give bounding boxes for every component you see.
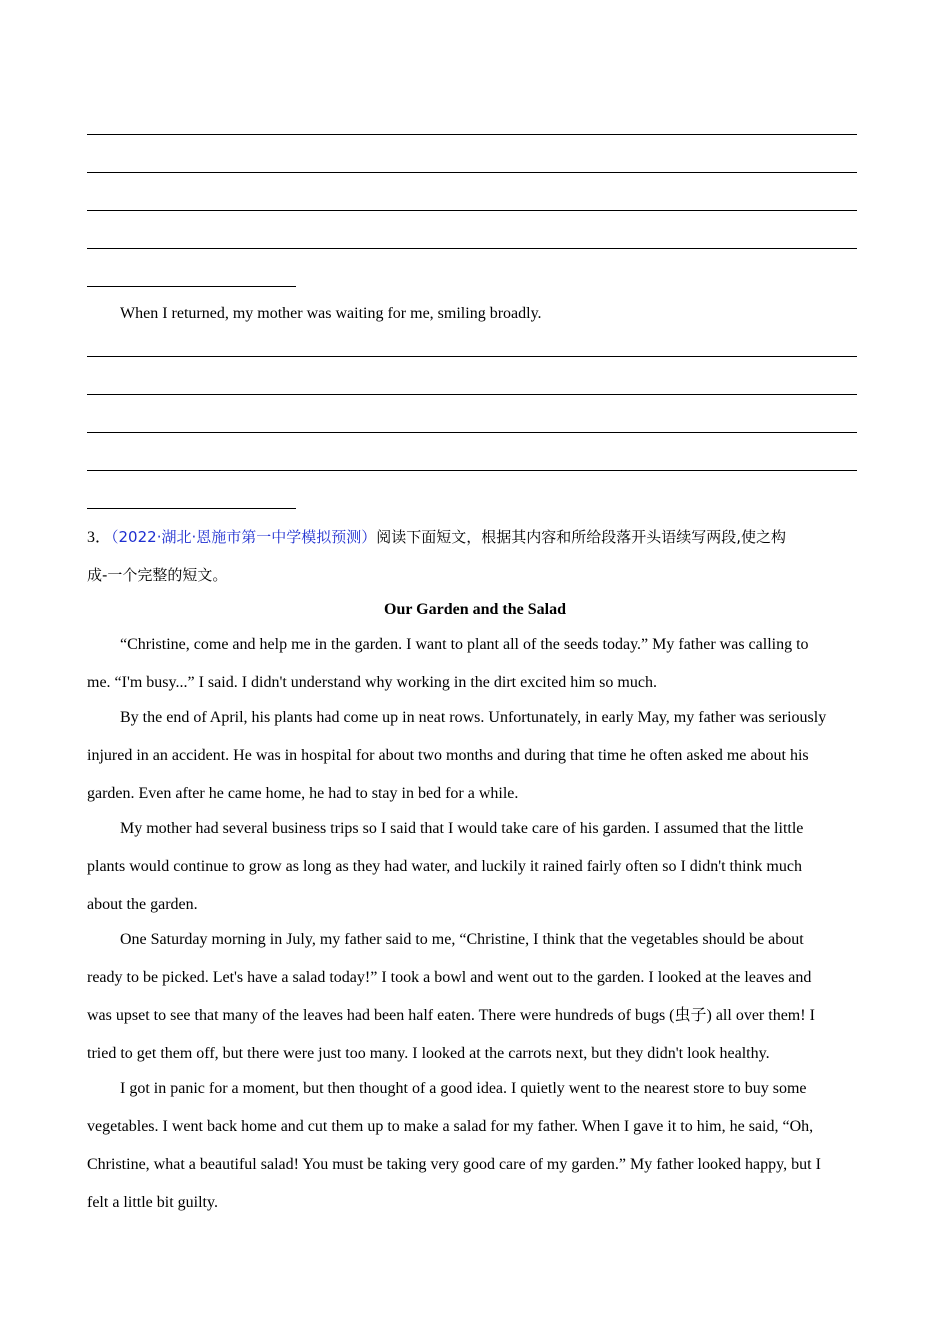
passage-line: was upset to see that many of the leaves had been half eaten. There were hundreds of bugs (虫子) all over them! I [87, 1007, 815, 1024]
passage-line: plants would continue to grow as long as they had water, and luckily it rained fairly often so I didn't think much [87, 858, 802, 875]
passage-title: Our Garden and the Salad [384, 601, 566, 618]
passage-line: garden. Even after he came home, he had to stay in bed for a while. [87, 785, 519, 802]
answer-line-short [87, 508, 296, 509]
passage-line: injured in an accident. He was in hospital for about two months and during that time he often asked me about his [87, 747, 809, 764]
passage-line: felt a little bit guilty. [87, 1194, 218, 1211]
answer-line [87, 432, 857, 433]
paragraph-opening-sentence: When I returned, my mother was waiting for me, smiling broadly. [120, 305, 542, 322]
answer-line [87, 172, 857, 173]
passage-line: “Christine, come and help me in the garden. I want to plant all of the seeds today.” My father was calling to [120, 636, 809, 653]
passage-line: tried to get them off, but there were just too many. I looked at the carrots next, but they didn't look healthy. [87, 1045, 770, 1062]
question-instruction: 阅读下面短文，根据其内容和所给段落开头语续写两段,使之构 [376, 528, 787, 546]
passage-line: By the end of April, his plants had come up in neat rows. Unfortunately, in early May, my father was seriously [120, 709, 827, 726]
answer-line [87, 134, 857, 135]
question-header [87, 527, 865, 548]
question-number: 3． [87, 529, 112, 546]
answer-line [87, 210, 857, 211]
passage-line: me. “I'm busy...” I said. I didn't understand why working in the dirt excited him so much. [87, 674, 657, 691]
answer-line [87, 470, 857, 471]
passage-line: ready to be picked. Let's have a salad today!” I took a bowl and went out to the garden. I looked at the leaves and [87, 969, 812, 986]
question-source: （2022·湖北·恩施市第一中学模拟预测） [111, 528, 377, 546]
answer-line [87, 356, 857, 357]
answer-line [87, 248, 857, 249]
passage-line: One Saturday morning in July, my father said to me, “Christine, I think that the vegetables should be about [120, 931, 804, 948]
answer-line-short [87, 286, 296, 287]
passage-line: Christine, what a beautiful salad! You must be taking very good care of my garden.” My father looked happy, but I [87, 1156, 821, 1173]
answer-line [87, 394, 857, 395]
passage-line: I got in panic for a moment, but then thought of a good idea. I quietly went to the nearest store to buy some [120, 1080, 807, 1097]
passage-line: My mother had several business trips so I said that I would take care of his garden. I assumed that the little [120, 820, 804, 837]
question-instruction-cont: 成-一个完整的短文。 [87, 566, 228, 584]
passage-line: about the garden. [87, 896, 198, 913]
passage-line: vegetables. I went back home and cut them up to make a salad for my father. When I gave it to him, he said, “Oh, [87, 1118, 814, 1135]
